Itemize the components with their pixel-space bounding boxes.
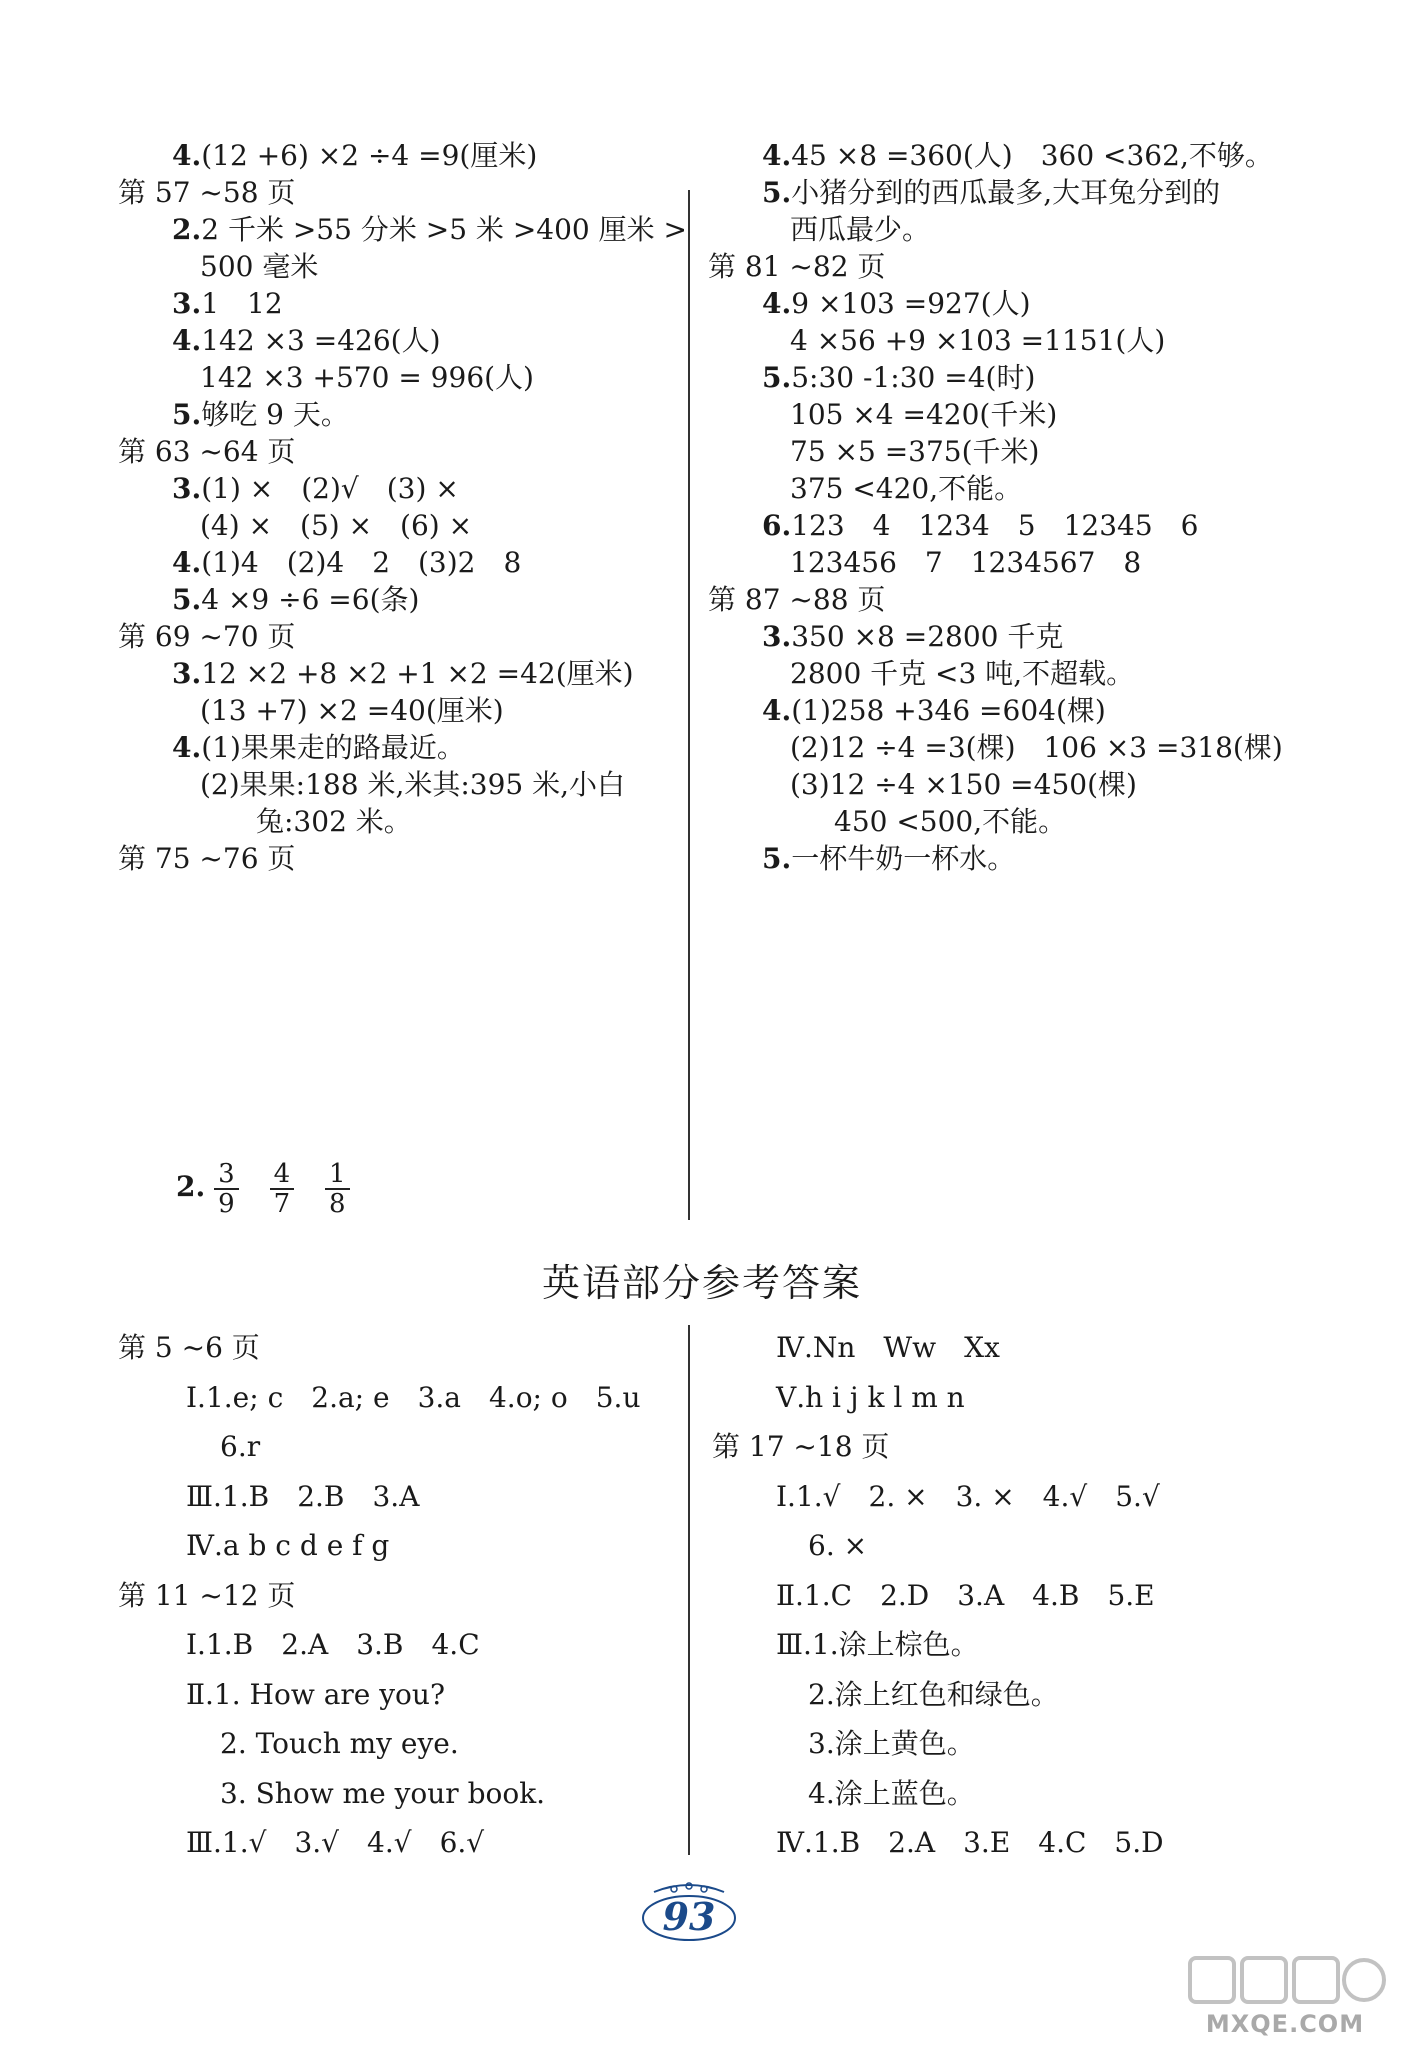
answer-text: 3.涂上黄色。 (808, 1727, 975, 1760)
answer-text: 123 4 1234 5 12345 6 (791, 509, 1199, 542)
answer-line (776, 1625, 979, 1665)
page-number-badge (634, 1880, 744, 1950)
answer-text: 6.r (220, 1430, 261, 1463)
question-number: 5. (762, 842, 792, 875)
answer-text: 9 ×103 =927(人) (791, 287, 1031, 320)
question-number: 4. (762, 287, 792, 320)
section-title-english: 英语部分参考答案 (541, 1261, 862, 1305)
answer-text: 2. Touch my eye. (220, 1727, 459, 1760)
answer-text: Ⅲ.1.√ 3.√ 4.√ 6.√ (186, 1826, 485, 1859)
answer-text: Ⅱ.1.C 2.D 3.A 4.B 5.E (776, 1578, 1155, 1612)
answer-text: (1)258 +346 =604(棵) (791, 694, 1106, 727)
answer-line (776, 1823, 1164, 1863)
answer-line (808, 1526, 867, 1566)
answer-text: Ⅰ.1.e; c 2.a; e 3.a 4.o; o 5.u (186, 1380, 641, 1414)
fraction: $\frac{1}{8}$ (325, 1160, 350, 1218)
answer-text: 第 75 ~76 页 (118, 842, 296, 875)
answer-text: 第 11 ~12 页 (118, 1578, 296, 1612)
answer-text: Ⅲ.1.B 2.B 3.A (186, 1479, 420, 1513)
answer-line (776, 1576, 1155, 1616)
question-number: 5. (172, 398, 202, 431)
answer-text: 第 81 ~82 页 (708, 250, 886, 283)
fraction: $\frac{3}{9}$ (214, 1160, 239, 1218)
answer-text: 4.涂上蓝色。 (808, 1776, 975, 1810)
answer-text: Ⅳ.a b c d e f g (186, 1529, 390, 1562)
answer-text: 2 千米 >55 分米 >5 米 >400 厘米 > (201, 213, 687, 246)
fraction: $\frac{4}{7}$ (270, 1160, 295, 1218)
watermark-text: MXQE.COM (1205, 2010, 1365, 2038)
page-range-heading (712, 1427, 889, 1467)
answer-text: 2800 千克 <3 吨,不超载。 (790, 657, 1135, 690)
answer-text: 一杯牛奶一杯水。 (791, 842, 1016, 875)
question-number: 4. (172, 324, 202, 357)
answer-text: 小猪分到的西瓜最多,大耳兔分到的 (791, 176, 1221, 209)
answer-text: 3. Show me your book. (220, 1776, 546, 1810)
answer-text: 75 ×5 =375(千米) (790, 435, 1040, 468)
question-number: 2. (176, 1170, 206, 1203)
answer-line (776, 1378, 965, 1418)
answer-text: (12 +6) ×2 ÷4 =9(厘米) (201, 139, 538, 172)
answer-text: 105 ×4 =420(千米) (790, 398, 1058, 431)
answer-text: 4 ×56 +9 ×103 =1151(人) (790, 324, 1166, 357)
question-number: 3. (172, 472, 202, 505)
answer-text: (4) × (5) × (6) × (200, 509, 473, 542)
answer-text: Ⅴ.h i j k l m n (776, 1380, 965, 1414)
question-number: 5. (762, 361, 792, 394)
answer-text: (1)4 (2)4 2 (3)2 8 (201, 546, 522, 579)
answer-text: 142 ×3 +570 = 996(人) (200, 361, 534, 394)
answer-text: Ⅲ.1.涂上棕色。 (776, 1628, 979, 1661)
answer-text: 第 57 ~58 页 (118, 176, 296, 209)
watermark-logo (1180, 1950, 1390, 2040)
answer-text: 375 <420,不能。 (790, 472, 1023, 505)
answer-text: 兔:302 米。 (256, 805, 412, 838)
answer-text: 1 12 (201, 287, 283, 320)
answer-text: 123456 7 1234567 8 (790, 546, 1142, 579)
question-number: 2. (172, 213, 202, 246)
answer-text: 142 ×3 =426(人) (201, 324, 441, 357)
answer-text: (1)果果走的路最近。 (201, 731, 465, 764)
answer-text: (1) × (2)√ (3) × (201, 472, 459, 505)
answer-text: 350 ×8 =2800 千克 (791, 620, 1064, 653)
answer-text: 4 ×9 ÷6 =6(条) (201, 583, 420, 616)
question-number: 6. (762, 509, 792, 542)
answer-line (808, 1774, 975, 1814)
answer-text: 500 毫米 (200, 250, 319, 283)
answer-text: Ⅰ.1.B 2.A 3.B 4.C (186, 1628, 480, 1661)
answer-text: Ⅰ.1.√ 2. × 3. × 4.√ 5.√ (776, 1479, 1160, 1513)
answer-text: 第 17 ~18 页 (712, 1430, 890, 1463)
question-number: 3. (172, 657, 202, 690)
page-number: 93 (662, 1894, 716, 1939)
question-number: 4. (172, 139, 202, 172)
answer-text: (2)12 ÷4 =3(棵) 106 ×3 =318(棵) (790, 731, 1283, 764)
answer-text: Ⅳ.Nn Ww Xx (776, 1331, 1000, 1364)
answer-text: 45 ×8 =360(人) 360 <362,不够。 (791, 139, 1273, 172)
answer-line (808, 1675, 1059, 1715)
answer-text: (2)果果:188 米,米其:395 米,小白 (200, 768, 626, 801)
question-number: 3. (762, 620, 792, 653)
question-number: 4. (762, 139, 792, 172)
answer-line (776, 1328, 1000, 1368)
answer-text: (13 +7) ×2 =40(厘米) (200, 694, 504, 727)
watermark-logo-icon (1180, 1950, 1390, 2010)
answer-text: 西瓜最少。 (790, 213, 931, 246)
answer-text: (3)12 ÷4 ×150 =450(棵) (790, 768, 1137, 801)
answer-text: 第 5 ~6 页 (118, 1331, 260, 1364)
answer-line (776, 1477, 1160, 1517)
question-number: 5. (172, 583, 202, 616)
question-number: 4. (762, 694, 792, 727)
answer-text: 2.涂上红色和绿色。 (808, 1677, 1059, 1711)
answer-text: 够吃 9 天。 (201, 398, 349, 431)
answer-text: 450 <500,不能。 (834, 805, 1067, 838)
answer-text: 第 69 ~70 页 (118, 620, 296, 653)
answer-text: Ⅱ.1. How are you? (186, 1677, 445, 1711)
answer-text: 12 ×2 +8 ×2 +1 ×2 =42(厘米) (201, 657, 634, 690)
answer-text: 第 87 ~88 页 (708, 583, 886, 616)
answer-text: 5:30 -1:30 =4(时) (791, 361, 1036, 394)
answer-line (808, 1724, 975, 1764)
answer-text: Ⅳ.1.B 2.A 3.E 4.C 5.D (776, 1826, 1164, 1859)
question-number: 5. (762, 176, 792, 209)
question-number: 4. (172, 731, 202, 764)
question-number: 4. (172, 546, 202, 579)
answer-text: 第 63 ~64 页 (118, 435, 296, 468)
question-number: 3. (172, 287, 202, 320)
answer-text: 6. × (808, 1529, 868, 1562)
